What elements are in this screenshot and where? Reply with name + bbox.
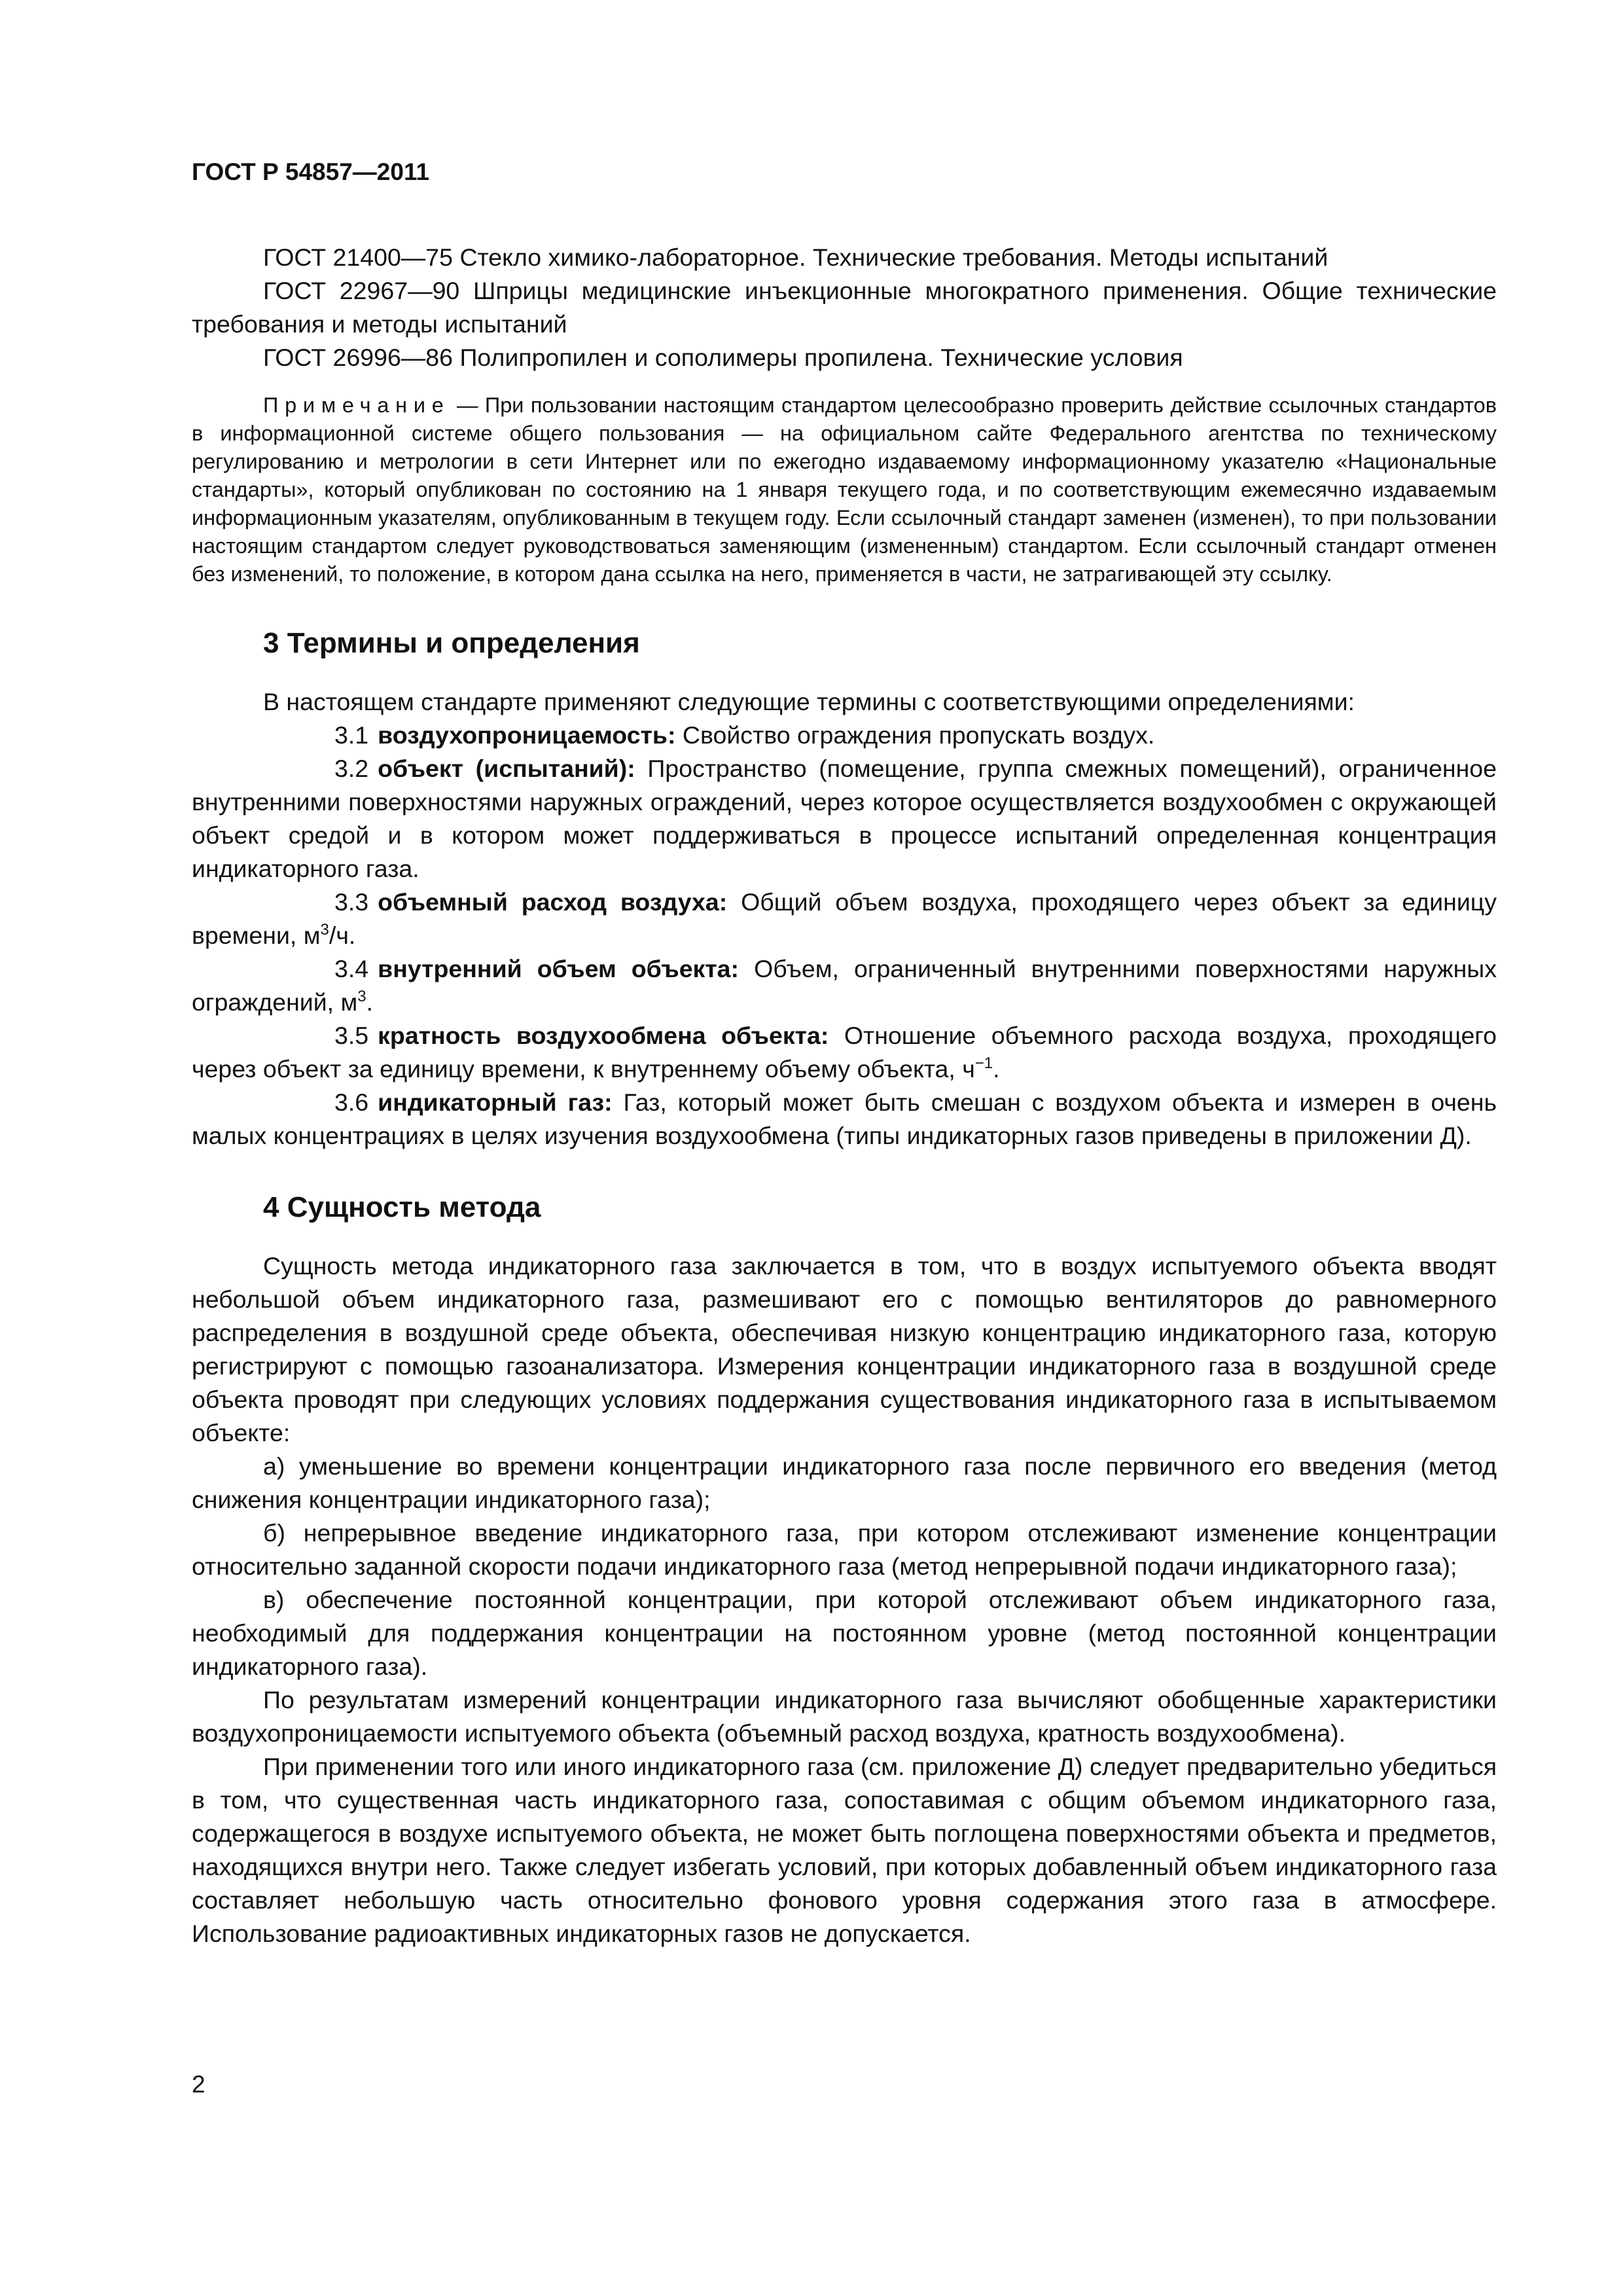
body-paragraph: При применении того или иного индикаторного газа (см. приложение Д) следует предварительно убедиться в том, что существенная часть индикаторного газа, сопоставимая с общим объемом индикаторного газа, содержащегося в воздухе испытуемого объекта, не может быть поглощена поверхностями объекта и предметов, находящихся внутри него. Также следует избегать условий, при которых добавленный объем индикаторного газа составляет небольшую часть относительно фонового уровня содержания этого газа в атмосфере. Использование радиоактивных индикаторных газов не допускается. <box>192 1753 1497 1947</box>
term-number: 3.6 <box>334 1088 369 1116</box>
term-definition <box>192 952 1497 1019</box>
term-name: воздухопроницаемость: <box>378 721 676 749</box>
reference-item <box>192 241 1497 274</box>
term-tail: . <box>993 1055 1000 1083</box>
term-name: индикаторный газ: <box>378 1088 613 1116</box>
term-name: объемный расход воздуха: <box>378 888 728 916</box>
list-item: б) непрерывное введение индикаторного газа, при котором отслеживают изменение концентрации относительно заданной скорости подачи индикаторного газа (метод непрерывной подачи индикаторного газа); <box>192 1519 1497 1580</box>
document-header: ГОСТ Р 54857—2011 <box>192 158 430 185</box>
term-definition <box>192 1086 1497 1153</box>
reference-list <box>192 241 1497 374</box>
term-tail: . <box>366 988 374 1016</box>
term-number: 3.5 <box>334 1022 369 1049</box>
term-text: Общий объем воздуха, проходящего через объект за единицу времени, м <box>192 888 1497 949</box>
term-text: Газ, который может быть смешан с воздухом объекта и измерен в очень малых концентрациях в целях изучения воздухообмена (типы индикаторных газов приведены в приложении Д). <box>192 1088 1497 1149</box>
reference-title: Полипропилен и сополимеры пропилена. Технические условия <box>459 344 1183 371</box>
reference-code: ГОСТ 21400—75 <box>263 243 454 271</box>
note-text: — При пользовании настоящим стандартом целесообразно проверить действие ссылочных стандартов в информационной системе общего пользования — на официальном сайте Федерального агентства по техническому регулированию и метрологии в сети Интернет или по ежегодно издаваемому информационному указателю «Национальные стандарты», который опубликован по состоянию на 1 января текущего года, и по соответствующим ежемесячно издаваемым информационным указателям, опубликованным в текущем году. Если ссылочный стандарт заменен (изменен), то при пользовании настоящим стандартом следует руководствоваться заменяющим (измененным) стандартом. Если ссылочный стандарт отменен без изменений, то положение, в котором дана ссылка на него, применяется в части, не затрагивающей эту ссылку. <box>192 393 1497 586</box>
reference-title: Стекло химико-лабораторное. Технические требования. Методы испытаний <box>459 243 1329 271</box>
note-label: Примечание <box>263 393 450 417</box>
term-number: 3.3 <box>334 888 369 916</box>
page-content <box>192 156 1497 1950</box>
note-paragraph <box>192 391 1497 588</box>
superscript: 3 <box>357 988 366 1005</box>
reference-code: ГОСТ 22967—90 <box>263 277 460 304</box>
term-definition <box>192 719 1497 752</box>
term-text: Пространство (помещение, группа смежных помещений), ограниченное внутренними поверхностями наружных ограждений, через которое осуществляется воздухообмен с окружающей объект средой и в котором может поддерживаться в процессе испытаний определенная концентрация индикаторного газа. <box>192 755 1497 882</box>
term-number: 3.1 <box>334 721 369 749</box>
term-name: объект (испытаний): <box>378 755 635 782</box>
term-text: Свойство ограждения пропускать воздух. <box>682 721 1155 749</box>
list-item: в) обеспечение постоянной концентрации, при которой отслеживают объем индикаторного газа, необходимый для поддержания концентрации на постоянном уровне (метод постоянной концентрации индикаторного газа). <box>192 1586 1497 1680</box>
term-definition <box>192 1019 1497 1086</box>
reference-title: Шприцы медицинские инъекционные многократного применения. Общие технические требования и методы испытаний <box>192 277 1497 338</box>
reference-item <box>192 274 1497 341</box>
section-3-intro: В настоящем стандарте применяют следующие термины с соответствующими определениями: <box>263 688 1355 715</box>
superscript: 3 <box>320 921 329 939</box>
term-number: 3.2 <box>334 755 369 782</box>
body-paragraph: По результатам измерений концентрации индикаторного газа вычисляют обобщенные характеристики воздухопроницаемости испытуемого объекта (объемный расход воздуха, кратность воздухообмена). <box>192 1686 1497 1747</box>
term-text: Отношение объемного расхода воздуха, проходящего через объект за единицу времени, к внутреннему объему объекта, ч <box>192 1022 1497 1083</box>
term-definition <box>192 752 1497 886</box>
term-name: внутренний объем объекта: <box>378 955 740 982</box>
term-definition <box>192 886 1497 952</box>
term-text: Объем, ограниченный внутренними поверхностями наружных ограждений, м <box>192 955 1497 1016</box>
term-name: кратность воздухообмена объекта: <box>378 1022 829 1049</box>
list-item: а) уменьшение во времени концентрации индикаторного газа после первичного его введения (метод снижения концентрации индикаторного газа); <box>192 1452 1497 1513</box>
term-tail: /ч. <box>329 922 356 949</box>
section-3-heading: 3 Термины и определения <box>263 627 640 659</box>
reference-code: ГОСТ 26996—86 <box>263 344 454 371</box>
superscript: −1 <box>974 1054 993 1072</box>
page-number: 2 <box>192 2071 205 2098</box>
reference-item <box>192 341 1497 374</box>
body-paragraph: Сущность метода индикаторного газа заключается в том, что в воздух испытуемого объекта вводят небольшой объем индикаторного газа, размешивают его с помощью вентиляторов до равномерного распределения в воздушной среде объекта, обеспечивая низкую концентрацию индикаторного газа, которую регистрируют с помощью газоанализатора. Измерения концентрации индикаторного газа в воздушной среде объекта проводят при следующих условиях поддержания существования индикаторного газа в испытываемом объекте: <box>192 1252 1497 1446</box>
term-number: 3.4 <box>334 955 369 982</box>
section-4-heading: 4 Сущность метода <box>263 1191 541 1223</box>
